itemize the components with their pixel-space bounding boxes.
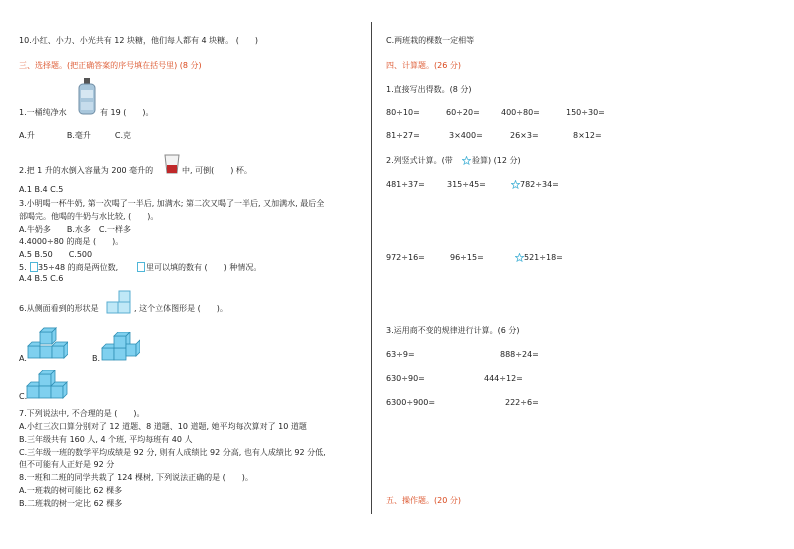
cube-figure-a-icon: [26, 324, 68, 364]
calc-item: 150÷30=: [566, 108, 605, 117]
vertical-calc-item: 96÷15=: [450, 253, 484, 262]
calc-item: 3×400=: [449, 131, 483, 140]
question-5-number: 5.: [19, 263, 27, 272]
calc-item: 8×12=: [573, 131, 602, 140]
question-4-options: A.5 B.50 C.500: [19, 250, 93, 259]
question-4-text: 4.4000÷80 的商是 ( )。: [19, 237, 124, 246]
subsection-1-title: 1.直接写出得数。(8 分): [386, 85, 472, 94]
subsection-2-title-after: 验算) (12 分): [472, 156, 521, 165]
question-8-option-b: B.二班栽的树一定比 62 棵多: [19, 499, 123, 508]
option-c-label: C.: [19, 392, 28, 401]
question-3-options: A.牛奶多 B.水多 C.一样多: [19, 225, 132, 234]
section-4-title: 四、计算题。(26 分): [386, 61, 461, 70]
calc-item: 222÷6=: [505, 398, 539, 407]
star-icon: [462, 156, 471, 165]
water-jug-icon: [78, 78, 96, 116]
calc-item: 400÷80=: [501, 108, 540, 117]
calc-item: 444÷12=: [484, 374, 523, 383]
calc-item: 888÷24=: [500, 350, 539, 359]
question-5-options: A.4 B.5 C.6: [19, 274, 64, 283]
vertical-calc-item: 315÷45=: [447, 180, 486, 189]
question-1-options: A.升 B.毫升 C.克: [19, 131, 132, 140]
question-6-text-after: , 这个立体图形是 ( )。: [134, 304, 228, 313]
vertical-calc-item: 521÷18=: [524, 253, 563, 262]
calc-item: 6300÷900=: [386, 398, 436, 407]
vertical-calc-item: 972÷16=: [386, 253, 425, 262]
star-icon: [515, 253, 524, 262]
question-1-text-after: 有 19 ( )。: [100, 108, 154, 117]
calc-item: 60÷20=: [446, 108, 480, 117]
question-5-text-after: 里可以填的数有 ( ) 种情况。: [146, 263, 262, 272]
question-7-option-a: A.小红三次口算分别对了 12 道题、8 道题、10 道题, 她平均每次算对了 10 道题: [19, 422, 307, 431]
question-3-line-1: 3.小明喝一杯牛奶, 第一次喝了一半后, 加满水; 第二次又喝了一半后, 又加满水, 最后全: [19, 199, 325, 208]
calc-item: 63÷9=: [386, 350, 415, 359]
section-3-title: 三、选择题。(把正确答案的序号填在括号里) (8 分): [19, 61, 202, 70]
question-7-option-c-line-2: 但不可能有人正好是 92 分: [19, 460, 115, 469]
question-1-text: 1.一桶纯净水: [19, 108, 67, 117]
question-6-text: 6.从侧面看到的形状是: [19, 304, 99, 313]
option-a-label: A.: [19, 354, 27, 363]
vertical-calc-item: 782÷34=: [520, 180, 559, 189]
side-view-shape-icon: [106, 290, 132, 314]
question-8-option-c: C.两班栽的棵数一定相等: [386, 36, 475, 45]
blank-box-icon: [137, 262, 145, 272]
question-5-text: 35÷48 的商是两位数,: [38, 263, 119, 272]
subsection-3-title: 3.运用商不变的规律进行计算。(6 分): [386, 326, 520, 335]
question-7-text: 7.下列说法中, 不合理的是 ( )。: [19, 409, 145, 418]
question-7-option-c-line-1: C.三年级一班的数学平均成绩是 92 分, 则有人成绩比 92 分高, 也有人成绩比 92 分低,: [19, 448, 326, 457]
star-icon: [511, 180, 520, 189]
question-8-option-a: A.一班栽的树可能比 62 棵多: [19, 486, 123, 495]
question-2-text-after: 中, 可倒( ) 杯。: [182, 166, 252, 175]
question-10: 10.小红、小力、小光共有 12 块糖，他们每人都有 4 块糖。 ( ): [19, 36, 258, 45]
calc-item: 26×3=: [510, 131, 539, 140]
blank-box-icon: [30, 262, 38, 272]
cube-figure-b-icon: [100, 332, 140, 364]
column-divider: [371, 22, 372, 514]
question-3-line-2: 部喝完。他喝的牛奶与水比较, ( )。: [19, 212, 159, 221]
question-8-text: 8.一班和二班的同学共栽了 124 棵树, 下列说法正确的是 ( )。: [19, 473, 253, 482]
vertical-calc-item: 481÷37=: [386, 180, 425, 189]
cube-figure-c-icon: [25, 370, 69, 402]
cup-icon: [164, 154, 180, 174]
question-7-option-b: B.三年级共有 160 人, 4 个班, 平均每班有 40 人: [19, 435, 193, 444]
calc-item: 630÷90=: [386, 374, 425, 383]
question-2-text: 2.把 1 升的水倒入容量为 200 毫升的: [19, 166, 154, 175]
calc-item: 80÷10=: [386, 108, 420, 117]
section-5-title: 五、操作题。(20 分): [386, 496, 461, 505]
calc-item: 81÷27=: [386, 131, 420, 140]
question-2-options: A.1 B.4 C.5: [19, 185, 64, 194]
option-b-label: B.: [92, 354, 101, 363]
subsection-2-title: 2.列竖式计算。(带: [386, 156, 453, 165]
